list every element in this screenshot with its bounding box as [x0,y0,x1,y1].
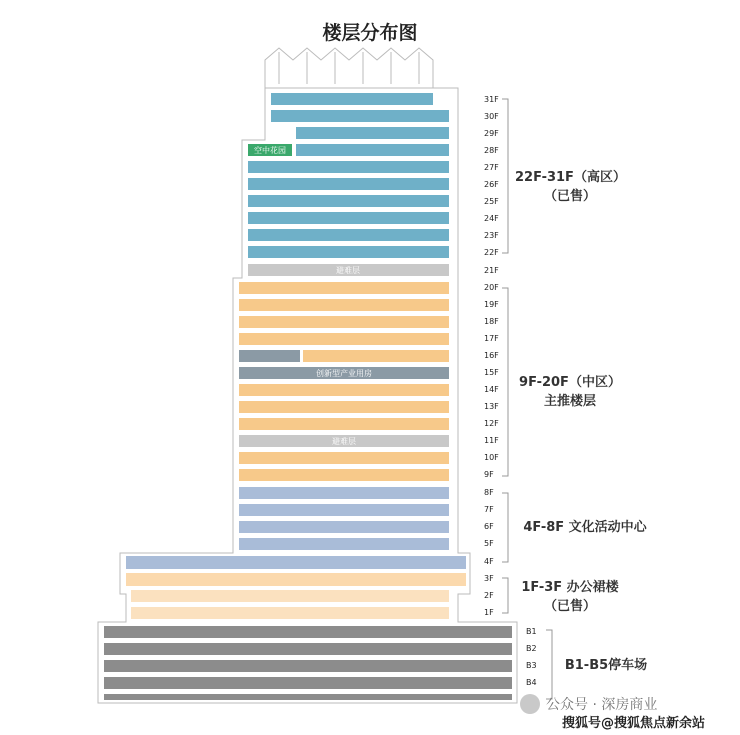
floor-label: 30F [484,112,499,121]
floor-label: 28F [484,146,499,155]
refuge-21f-label: 避难层 [336,266,360,275]
floor-label: 31F [484,95,499,104]
wechat-icon [520,694,540,714]
zone-mid-line2: 主推楼层 [543,394,596,409]
floor-10f-bar [239,452,449,464]
floor-7f-bar [239,504,449,516]
floor-22f-bar [248,246,449,258]
innovation-15f-label: 创新型产业用房 [316,369,372,378]
floor-2f-bar [131,590,449,602]
floor-label: 11F [484,436,499,445]
floor-label: 19F [484,300,499,309]
zone-mid-label [515,373,625,411]
watermark-source: 搜狐号@搜狐焦点新余站 [562,716,706,731]
floor-label: 29F [484,129,499,138]
floor-label: 14F [484,385,499,394]
bracket-high [502,99,508,253]
building-crown [265,48,433,88]
floor-label: 17F [484,334,499,343]
floor-label: 2F [484,591,494,600]
floor-24f-bar [248,212,449,224]
floor-label: 27F [484,163,499,172]
floor-label: B4 [526,678,537,687]
floor-label: B3 [526,661,537,670]
floor-6f-bar [239,521,449,533]
floor-26f-bar [248,178,449,190]
floor-14f-bar [239,384,449,396]
floor-label: 8F [484,488,494,497]
floor-label: 3F [484,574,494,583]
floor-label: 10F [484,453,499,462]
floor-b2-bar [104,643,512,655]
floor-9f-bar [239,469,449,481]
diagram-title: 楼层分布图 [322,22,418,44]
floor-20f-bar [239,282,449,294]
floor-label: 5F [484,539,494,548]
floor-12f-bar [239,418,449,430]
floor-label: 22F [484,248,499,257]
zone-mid-line1: 9F-20F（中区） [519,375,621,390]
floor-29f-bar [296,127,449,139]
floor-30f-bar [271,110,449,122]
floor-label: 21F [484,266,499,275]
sky-garden-label: 空中花园 [254,146,286,155]
floor-label: 20F [484,283,499,292]
floor-5f-bar [239,538,449,550]
floor-b3-bar [104,660,512,672]
floor-b4-bar [104,677,512,689]
zone-podium-label [515,578,625,616]
floor-label: B1 [526,627,537,636]
floor-label: 24F [484,214,499,223]
floor-label: 15F [484,368,499,377]
watermark-account: 公众号 · 深房商业 [546,697,658,713]
zone-culture-label [515,518,655,537]
floor-27f-bar [248,161,449,173]
floor-label: 16F [484,351,499,360]
floor-label: 25F [484,197,499,206]
floor-label: 18F [484,317,499,326]
floor-bars [104,93,512,700]
floor-label: 23F [484,231,499,240]
floor-label: B2 [526,644,537,653]
floor-label: 26F [484,180,499,189]
floor-1f-bar [131,607,449,619]
floor-13f-bar [239,401,449,413]
floor-18f-bar [239,316,449,328]
zone-high-line2: （已售） [543,189,596,204]
zone-parking-label [556,656,656,675]
floor-label: 4F [484,557,494,566]
floor-label: 6F [484,522,494,531]
floor-8f-bar [239,487,449,499]
floor-b1-bar [104,626,512,638]
refuge-11f-label: 避难层 [332,437,356,446]
zone-podium-line2: （已售） [543,599,596,614]
floor-4f-bar [126,556,466,569]
floor-label: 7F [484,505,494,514]
zone-parking-line1: B1-B5停车场 [564,658,648,673]
floor-16f-bar [303,350,449,362]
floor-16f-left [239,350,300,362]
zone-podium-line1: 1F-3F 办公裙楼 [521,580,619,595]
floor-label: 1F [484,608,494,617]
floor-label: 12F [484,419,499,428]
floor-17f-bar [239,333,449,345]
floor-25f-bar [248,195,449,207]
floor-label: 13F [484,402,499,411]
floor-31f-bar [271,93,433,105]
zone-high-label [515,168,625,206]
floor-28f-bar [296,144,449,156]
zone-culture-line1: 4F-8F 文化活动中心 [523,520,647,535]
floor-b5-bar [104,694,512,700]
floor-3f-bar [126,573,466,586]
floor-19f-bar [239,299,449,311]
floor-23f-bar [248,229,449,241]
floor-label: 9F [484,470,494,479]
zone-high-line1: 22F-31F（高区） [515,170,626,185]
